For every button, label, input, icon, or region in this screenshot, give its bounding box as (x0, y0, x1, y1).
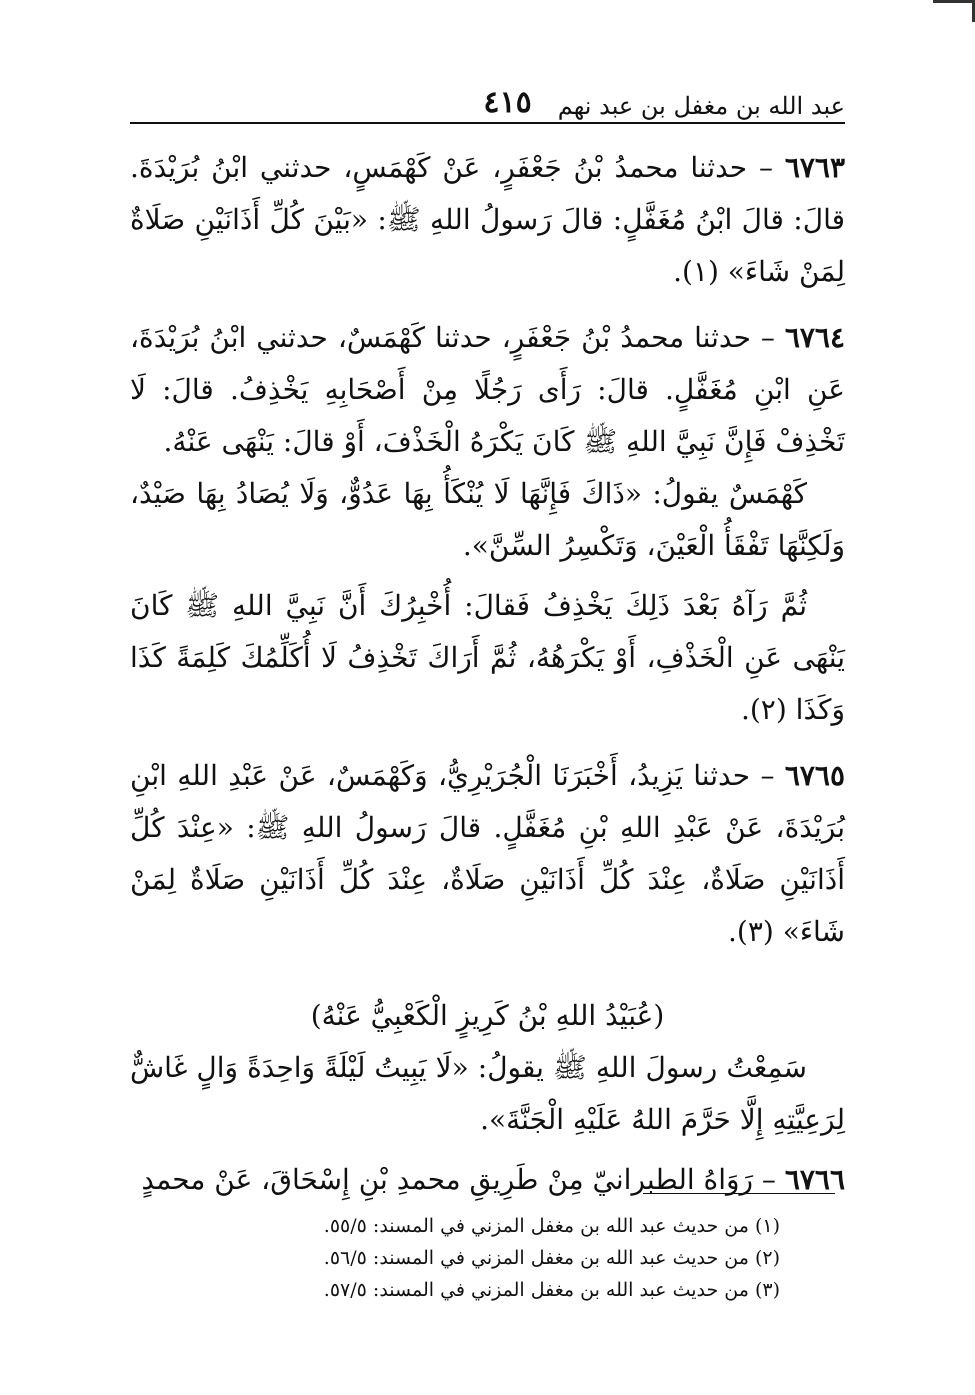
running-header (132, 78, 845, 120)
hadith-6766 (130, 1154, 845, 1206)
footnote-1: (١) من حديث عبد الله بن مغفل المزني في المسند: ٥٥/٥. (323, 1215, 780, 1237)
hadith-number: ٦٧٦٥ (784, 759, 845, 792)
hadith-text: – رَوَاهُ الطبرانيّ مِنْ طَرِيقِ محمدِ بْنِ إِسْحَاقَ، عَنْ محمدٍ (141, 1163, 785, 1196)
hadith-number: ٦٧٦٤ (784, 321, 845, 354)
footnote-rule (643, 1193, 835, 1194)
hadith-number: ٦٧٦٣ (784, 151, 845, 184)
footnote-3: (٣) من حديث عبد الله بن مغفل المزني في المسند: ٥٧/٥. (323, 1279, 780, 1301)
page-body (130, 142, 845, 1206)
section-title: (عُبَيْدُ اللهِ بْنُ كَرِيزٍ الْكَعْبِيُّ عَنْهُ) (310, 999, 665, 1032)
hadith-6764-continuation-2: ثُمَّ رَآهُ بَعْدَ ذَلِكَ يَخْذِفُ فَقالَ: أُخْبِرُكَ أَنَّ نَبِيَّ اللهِ ﷺ كَانَ يَنْهَى عَنِ الْخَذْفِ، أَوْ يَكْرَهُهُ، ثُمَّ أَرَاكَ تَخْذِفُ لَا أُكَلِّمُكَ كَلِمَةً كَذَا وَكَذَا (٢). (130, 589, 845, 726)
footnote-2: (٢) من حديث عبد الله بن مغفل المزني في المسند: ٥٦/٥. (323, 1247, 780, 1269)
page-number: ٤١٥ (483, 85, 532, 120)
hadith-text: – حدثنا يَزِيدُ، أَخْبَرَنَا الْجُرَيْرِيُّ، وَكَهْمَسٌ، عَنْ عَبْدِ اللهِ ابْنِ بُرَيْدَةَ، عَنْ عَبْدِ اللهِ بْنِ مُغَفَّلٍ. قالَ رَسولُ اللهِ ﷺ: «عِنْدَ كُلِّ أَذَانَيْنِ صَلَاةٌ، عِنْدَ كُلِّ أَذَانَيْنِ صَلَاةٌ، عِنْدَ كُلِّ أَذَانَيْنِ صَلَاةٌ لِمَنْ شَاءَ» (٣). (130, 759, 845, 948)
hadith-6764 (130, 312, 845, 468)
hadith-6764-continuation-1: كَهْمَسٌ يقولُ: «ذَاكَ فَإِنَّهَا لَا يُنْكَأُ بِهَا عَدُوٌّ، وَلَا يُصَادُ بِهَا صَيْدٌ، وَلَكِنَّهَا تَفْقَأُ الْعَيْنَ، وَتَكْسِرُ السِّنَّ». (130, 477, 845, 562)
scan-corner-mark (933, 0, 975, 22)
footnotes (220, 1210, 780, 1306)
header-title: عبد الله بن مغفل بن عبد نهم (557, 92, 845, 120)
hadith-6765 (130, 750, 845, 958)
hadith-number: ٦٧٦٦ (784, 1163, 845, 1196)
hadith-text: – حدثنا محمدُ بْنُ جَعْفَرٍ، حدثنا كَهْمَسٌ، حدثني ابْنُ بُرَيْدَةَ، عَنِ ابْنِ مُغَفَّلٍ. قالَ: رَأَى رَجُلًا مِنْ أَصْحَابِهِ يَخْذِفُ. قالَ: لَا تَخْذِفْ فَإِنَّ نَبِيَّ اللهِ ﷺ كَانَ يَكْرَهُ الْخَذْفَ، أَوْ قالَ: يَنْهَى عَنْهُ. (130, 321, 845, 458)
hadith-text: – حدثنا محمدُ بْنُ جَعْفَرٍ، عَنْ كَهْمَسٍ، حدثني ابْنُ بُرَيْدَةَ. قالَ: قالَ ابْنُ مُغَفَّلٍ: قالَ رَسولُ اللهِ ﷺ: «بَيْنَ كُلِّ أَذَانَيْنِ صَلَاةٌ لِمَنْ شَاءَ» (١). (130, 151, 845, 288)
hadith-6763 (130, 142, 845, 298)
header-rule (130, 122, 845, 124)
section-text: سَمِعْتُ رسولَ اللهِ ﷺ يقولُ: «لَا يَبِيتُ لَيْلَةً وَاحِدَةً وَالٍ غَاشٌّ لِرَعِيَّتِهِ إِلَّا حَرَّمَ اللهُ عَلَيْهِ الْجَنَّةَ». (130, 1051, 845, 1136)
